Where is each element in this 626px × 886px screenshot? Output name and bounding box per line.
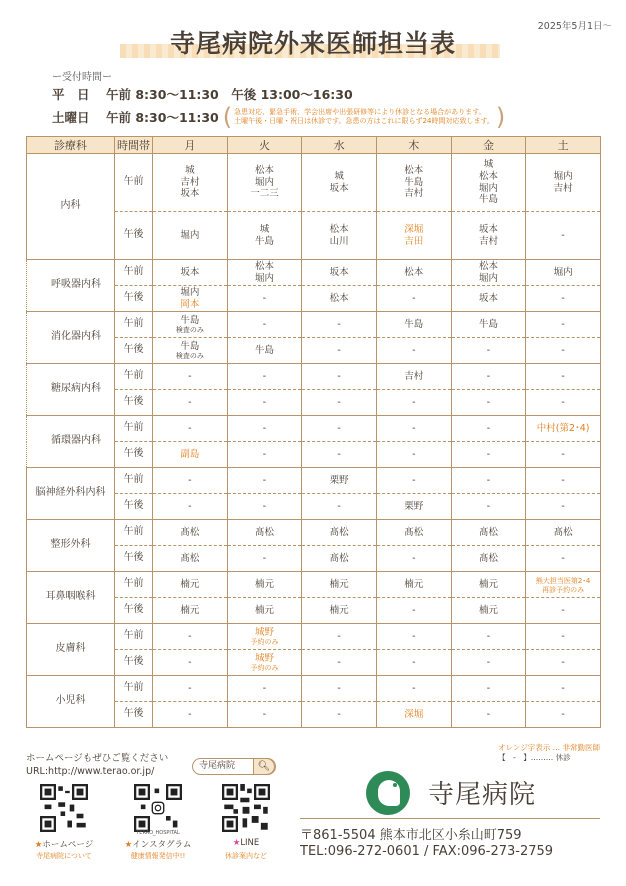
schedule-cell: 髙松 bbox=[451, 546, 526, 572]
department-name: 内科 bbox=[27, 154, 115, 260]
schedule-cell: - bbox=[153, 364, 228, 390]
schedule-cell: 髙松 bbox=[376, 520, 451, 546]
time-slot: 午後 bbox=[115, 442, 153, 468]
schedule-cell: - bbox=[526, 364, 601, 390]
schedule-cell: - bbox=[376, 338, 451, 364]
schedule-cell: - bbox=[302, 338, 377, 364]
schedule-cell: - bbox=[153, 650, 228, 676]
schedule-cell: 栗野 bbox=[376, 494, 451, 520]
schedule-cell: 楠元 bbox=[153, 572, 228, 598]
schedule-cell: 坂本 bbox=[153, 260, 228, 286]
qr-sub-homepage: 寺尾病院について bbox=[36, 852, 92, 860]
schedule-cell: 楠元 bbox=[451, 598, 526, 624]
legend-closed: 【 - 】……… 休診 bbox=[498, 753, 571, 763]
schedule-cell: 牛島 bbox=[451, 312, 526, 338]
schedule-cell: 城 坂本 bbox=[302, 154, 377, 212]
weekday-time: 午前 8:30〜11:30 午後 13:00〜16:30 bbox=[106, 87, 353, 102]
schedule-cell: 堀内 bbox=[153, 212, 228, 260]
qr-sub-line: 休診案内など bbox=[225, 852, 267, 860]
hospital-tel: TEL:096-272-0601 / FAX:096-273-2759 bbox=[300, 844, 554, 859]
header-tue: 火 bbox=[227, 137, 302, 154]
schedule-cell: 牛島 検査のみ bbox=[153, 312, 228, 338]
time-slot: 午後 bbox=[115, 286, 153, 312]
schedule-cell: 坂本 bbox=[451, 286, 526, 312]
table-row bbox=[27, 624, 601, 650]
table-row bbox=[27, 154, 601, 212]
schedule-cell: - bbox=[526, 650, 601, 676]
schedule-cell: - bbox=[153, 676, 228, 702]
line-qr-icon[interactable] bbox=[222, 784, 270, 832]
department-name: 脳神経外科内科 bbox=[27, 468, 115, 520]
schedule-cell: 髙松 bbox=[153, 520, 228, 546]
schedule-cell: - bbox=[376, 546, 451, 572]
schedule-cell: 坂本 吉村 bbox=[451, 212, 526, 260]
time-slot: 午前 bbox=[115, 676, 153, 702]
schedule-cell: - bbox=[302, 416, 377, 442]
legend bbox=[498, 743, 600, 763]
schedule-cell: - bbox=[302, 312, 377, 338]
schedule-cell: - bbox=[227, 312, 302, 338]
hours-label: ー受付時間ー bbox=[52, 72, 112, 83]
table-row bbox=[27, 468, 601, 494]
schedule-cell: - bbox=[451, 494, 526, 520]
schedule-cell: 楠元 bbox=[451, 572, 526, 598]
table-row bbox=[27, 520, 601, 546]
schedule-cell: 松本 堀内 一二三 bbox=[227, 154, 302, 212]
department-name: 循環器内科 bbox=[27, 416, 115, 468]
table-header-row bbox=[27, 137, 601, 154]
schedule-cell: 城 松本 堀内 牛島 bbox=[451, 154, 526, 212]
schedule-cell: - bbox=[302, 676, 377, 702]
schedule-cell: - bbox=[451, 364, 526, 390]
saturday-time: 午前 8:30〜11:30 bbox=[106, 110, 219, 125]
time-slot: 午後 bbox=[115, 598, 153, 624]
header-mon: 月 bbox=[153, 137, 228, 154]
schedule-cell: 松本 牛島 吉村 bbox=[376, 154, 451, 212]
legend-orange: オレンジ字表示 … 非常勤医師 bbox=[498, 743, 600, 752]
time-slot: 午前 bbox=[115, 572, 153, 598]
time-slot: 午後 bbox=[115, 702, 153, 728]
time-slot: 午前 bbox=[115, 312, 153, 338]
schedule-cell: - bbox=[153, 468, 228, 494]
time-slot: 午前 bbox=[115, 624, 153, 650]
department-name: 耳鼻咽喉科 bbox=[27, 572, 115, 624]
schedule-cell: - bbox=[526, 286, 601, 312]
schedule-cell: - bbox=[376, 286, 451, 312]
schedule-cell: - bbox=[376, 676, 451, 702]
schedule-cell: 松本 bbox=[302, 286, 377, 312]
schedule-cell: - bbox=[302, 364, 377, 390]
search-box[interactable] bbox=[192, 758, 276, 775]
schedule-cell: 髙松 bbox=[302, 520, 377, 546]
schedule-cell: - bbox=[451, 442, 526, 468]
table-row bbox=[27, 676, 601, 702]
schedule-cell: - bbox=[526, 390, 601, 416]
schedule-cell: - bbox=[451, 416, 526, 442]
schedule-cell: - bbox=[302, 650, 377, 676]
address-divider bbox=[300, 818, 600, 819]
department-name: 呼吸器内科 bbox=[27, 260, 115, 312]
schedule-cell: - bbox=[227, 286, 302, 312]
table-row bbox=[27, 416, 601, 442]
weekday-label: 平 日 bbox=[52, 87, 90, 102]
time-slot: 午前 bbox=[115, 468, 153, 494]
schedule-cell: - bbox=[153, 624, 228, 650]
schedule-cell: 髙松 bbox=[227, 520, 302, 546]
qr-label-homepage: ★ホームページ bbox=[34, 840, 94, 850]
homepage-url[interactable]: URL:http://www.terao.or.jp/ bbox=[26, 765, 155, 777]
schedule-cell: - bbox=[302, 624, 377, 650]
schedule-cell: - bbox=[526, 546, 601, 572]
schedule-cell: - bbox=[227, 468, 302, 494]
schedule-cell: - bbox=[526, 702, 601, 728]
schedule-cell: 松本 山川 bbox=[302, 212, 377, 260]
hours-note-2: 土曜午後・日曜・祝日は休診です。急患の方はこれに限らず24時間対応致します。 bbox=[234, 117, 494, 125]
header-thu: 木 bbox=[376, 137, 451, 154]
hospital-address: 〒861-5504 熊本市北区小糸山町759 bbox=[300, 828, 522, 843]
header-fri: 金 bbox=[451, 137, 526, 154]
schedule-cell: - bbox=[376, 624, 451, 650]
schedule-cell: - bbox=[376, 416, 451, 442]
schedule-cell: - bbox=[526, 212, 601, 260]
schedule-cell: - bbox=[227, 676, 302, 702]
schedule-cell: - bbox=[376, 390, 451, 416]
schedule-cell: - bbox=[526, 624, 601, 650]
schedule-cell: 城野 予約のみ bbox=[227, 624, 302, 650]
schedule-cell: - bbox=[227, 442, 302, 468]
table-row bbox=[27, 572, 601, 598]
schedule-cell: 坂本 bbox=[302, 260, 377, 286]
time-slot: 午前 bbox=[115, 416, 153, 442]
qr-label-instagram: ★インスタグラム bbox=[124, 840, 192, 850]
schedule-cell: - bbox=[227, 494, 302, 520]
schedule-cell: - bbox=[451, 650, 526, 676]
schedule-cell: 牛島 bbox=[227, 338, 302, 364]
schedule-cell: - bbox=[451, 624, 526, 650]
schedule-cell: - bbox=[153, 390, 228, 416]
schedule-cell: 城 牛島 bbox=[227, 212, 302, 260]
schedule-cell: 副島 bbox=[153, 442, 228, 468]
hours-note: ( 急患対応、緊急手術、学会出席や出張研修等により休診となる場合があります。 土曜午後・日曜・祝日は休診です。急患の方はこれに限らず24時間対応致します。 ) bbox=[222, 103, 506, 131]
schedule-cell: - bbox=[227, 416, 302, 442]
department-name: 皮膚科 bbox=[27, 624, 115, 676]
schedule-cell: 堀内 bbox=[526, 260, 601, 286]
schedule-cell: - bbox=[526, 598, 601, 624]
schedule-cell: - bbox=[153, 702, 228, 728]
table-row bbox=[27, 260, 601, 286]
schedule-cell: 堀内 岡本 bbox=[153, 286, 228, 312]
schedule-cell: 髙松 bbox=[526, 520, 601, 546]
schedule-cell: 牛島 検査のみ bbox=[153, 338, 228, 364]
schedule-table bbox=[26, 136, 601, 728]
time-slot: 午前 bbox=[115, 260, 153, 286]
time-slot: 午前 bbox=[115, 520, 153, 546]
time-slot: 午後 bbox=[115, 650, 153, 676]
reception-hours bbox=[52, 68, 505, 129]
schedule-cell: 髙松 bbox=[302, 546, 377, 572]
table-row bbox=[27, 312, 601, 338]
department-name: 整形外科 bbox=[27, 520, 115, 572]
header-time: 時間帯 bbox=[115, 137, 153, 154]
header-dept: 診療科 bbox=[27, 137, 115, 154]
schedule-cell: 髙松 bbox=[451, 520, 526, 546]
department-name: 小児科 bbox=[27, 676, 115, 728]
schedule-cell: - bbox=[302, 442, 377, 468]
schedule-cell: 堀内 吉村 bbox=[526, 154, 601, 212]
hours-note-1: 急患対応、緊急手術、学会出席や出張研修等により休診となる場合があります。 bbox=[234, 107, 486, 116]
schedule-cell: - bbox=[451, 676, 526, 702]
schedule-cell: 楠元 bbox=[302, 572, 377, 598]
schedule-cell: 城 吉村 坂本 bbox=[153, 154, 228, 212]
schedule-cell: - bbox=[451, 468, 526, 494]
effective-date: 2025年5月1日〜 bbox=[537, 21, 612, 32]
homepage-text bbox=[26, 753, 168, 779]
table-row bbox=[27, 364, 601, 390]
schedule-cell: 深堀 吉田 bbox=[376, 212, 451, 260]
schedule-cell: - bbox=[302, 702, 377, 728]
time-slot: 午後 bbox=[115, 546, 153, 572]
schedule-cell: - bbox=[526, 338, 601, 364]
header-sat: 土 bbox=[526, 137, 601, 154]
homepage-qr-icon[interactable] bbox=[40, 784, 88, 832]
schedule-cell: 楠元 bbox=[153, 598, 228, 624]
schedule-cell: 吉村 bbox=[376, 364, 451, 390]
schedule-cell: 中村(第2･4) bbox=[526, 416, 601, 442]
time-slot: 午後 bbox=[115, 212, 153, 260]
schedule-cell: - bbox=[451, 338, 526, 364]
department-name: 消化器内科 bbox=[27, 312, 115, 364]
schedule-cell: 栗野 bbox=[302, 468, 377, 494]
magnifier-icon[interactable]: 🔍︎ bbox=[253, 758, 275, 775]
qr-label-line: ★LINE bbox=[232, 838, 260, 848]
schedule-cell: - bbox=[526, 468, 601, 494]
schedule-cell: 城野 予約のみ bbox=[227, 650, 302, 676]
hospital-name: 寺尾病院 bbox=[428, 780, 537, 810]
time-slot: 午後 bbox=[115, 494, 153, 520]
schedule-cell: 楠元 bbox=[227, 598, 302, 624]
time-slot: 午後 bbox=[115, 338, 153, 364]
page-title: 寺尾病院外来医師担当表 bbox=[169, 29, 456, 58]
schedule-cell: - bbox=[451, 702, 526, 728]
schedule-cell: 深堀 bbox=[376, 702, 451, 728]
schedule-cell: - bbox=[376, 468, 451, 494]
schedule-cell: - bbox=[153, 416, 228, 442]
schedule-cell: - bbox=[153, 494, 228, 520]
schedule-cell: - bbox=[227, 364, 302, 390]
schedule-cell: - bbox=[227, 546, 302, 572]
schedule-cell: - bbox=[526, 312, 601, 338]
instagram-qr-icon[interactable] bbox=[134, 784, 182, 832]
schedule-cell: - bbox=[526, 442, 601, 468]
time-slot: 午前 bbox=[115, 154, 153, 212]
department-name: 糖尿病内科 bbox=[27, 364, 115, 416]
instagram-caption: TERAO_HOSPITAL bbox=[136, 830, 180, 836]
schedule-cell: 髙松 bbox=[153, 546, 228, 572]
schedule-cell: 楠元 bbox=[302, 598, 377, 624]
schedule-cell: - bbox=[376, 650, 451, 676]
time-slot: 午後 bbox=[115, 390, 153, 416]
header-wed: 水 bbox=[302, 137, 377, 154]
schedule-cell: - bbox=[227, 390, 302, 416]
schedule-cell: 松本 堀内 bbox=[451, 260, 526, 286]
schedule-cell: - bbox=[227, 702, 302, 728]
schedule-cell: - bbox=[526, 494, 601, 520]
schedule-cell: - bbox=[376, 598, 451, 624]
schedule-cell: 松本 堀内 bbox=[227, 260, 302, 286]
schedule-cell: - bbox=[302, 494, 377, 520]
schedule-cell: - bbox=[526, 676, 601, 702]
qr-sub-instagram: 健康情報発信中!! bbox=[130, 852, 186, 860]
schedule-cell: - bbox=[451, 390, 526, 416]
schedule-cell: 熊大担当医第2･4 再診予約のみ bbox=[526, 572, 601, 598]
schedule-cell: 楠元 bbox=[227, 572, 302, 598]
time-slot: 午前 bbox=[115, 364, 153, 390]
saturday-hours bbox=[52, 105, 505, 129]
saturday-label: 土曜日 bbox=[52, 110, 90, 125]
search-text: 寺尾病院 bbox=[199, 761, 236, 771]
weekday-hours bbox=[52, 85, 505, 103]
schedule-cell: - bbox=[376, 442, 451, 468]
schedule-cell: - bbox=[302, 390, 377, 416]
schedule-cell: 楠元 bbox=[376, 572, 451, 598]
schedule-cell: 松本 bbox=[376, 260, 451, 286]
hospital-logo-icon bbox=[366, 771, 410, 815]
schedule-cell: 牛島 bbox=[376, 312, 451, 338]
homepage-line1: ホームページもぜひご覧ください bbox=[26, 753, 169, 764]
